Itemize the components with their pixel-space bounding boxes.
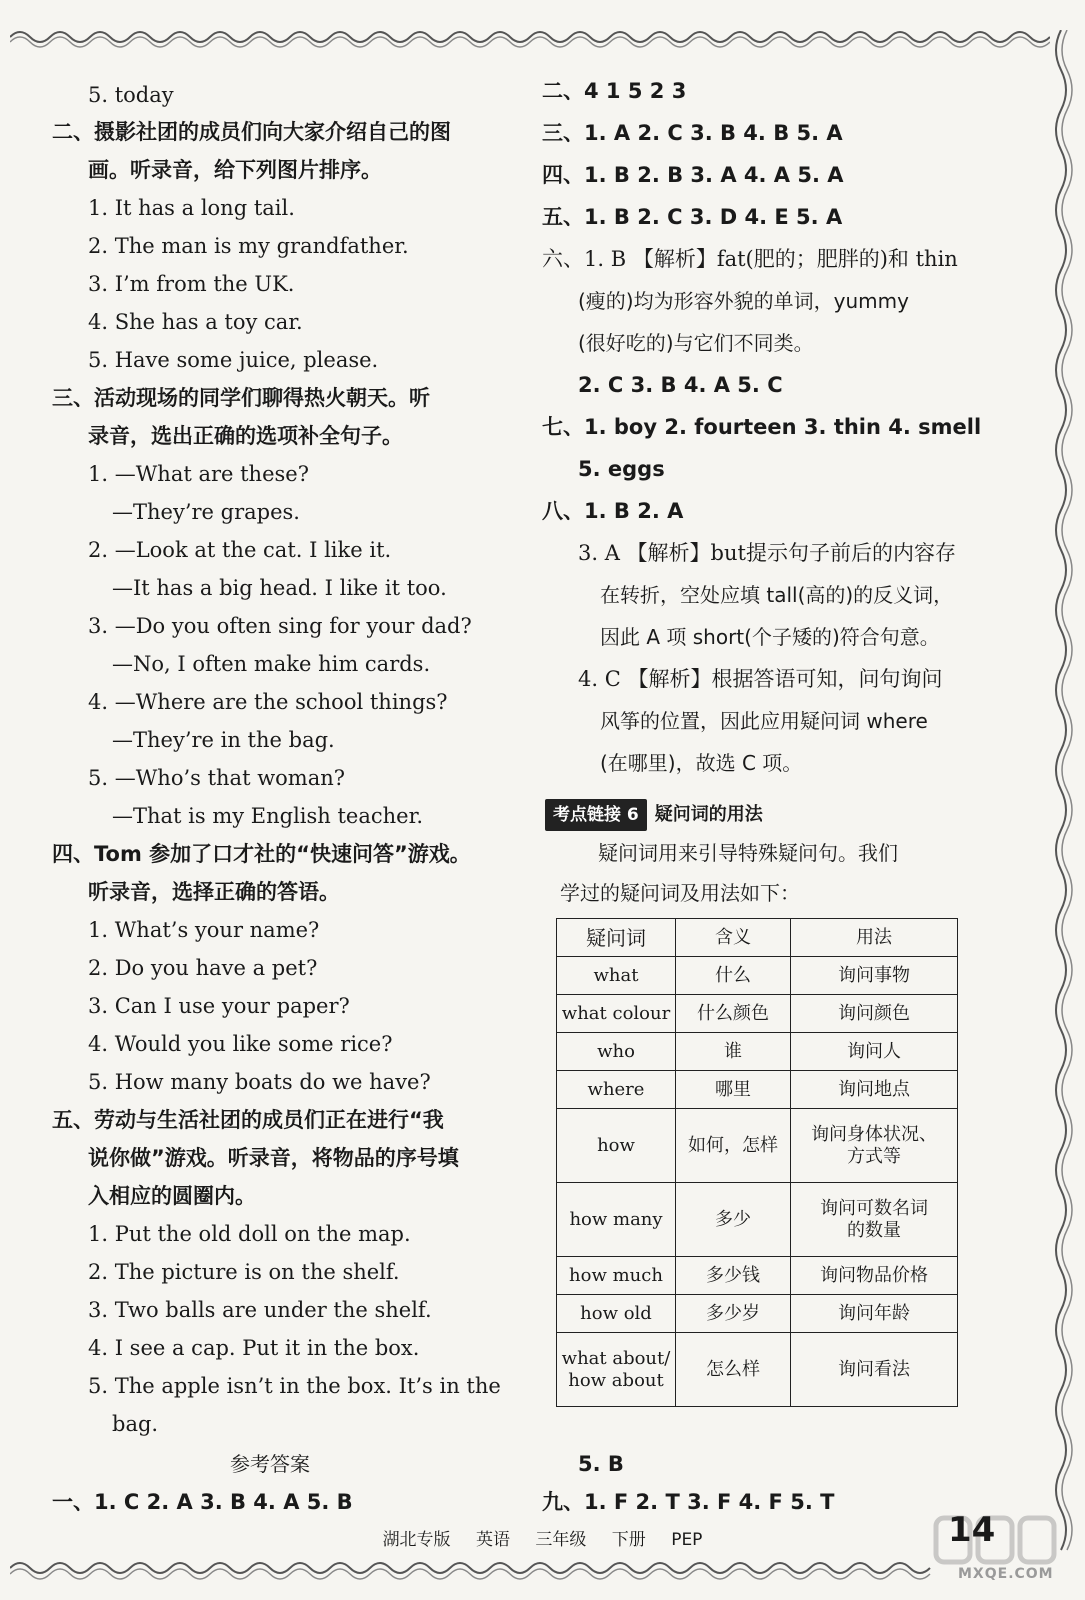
listening-item: 1. Put the old doll on the map.	[88, 1222, 411, 1246]
section-5-title-cont: 入相应的圆圈内。	[88, 1184, 256, 1208]
knowledge-link-text: 疑问词用来引导特殊疑问句。我们	[598, 841, 898, 865]
table-cell-line: 询问可数名词	[820, 1197, 928, 1219]
answer-explanation: 因此 A 项 short(个子矮的)符合句意。	[600, 625, 940, 649]
listening-item: 2. The picture is on the shelf.	[88, 1260, 400, 1284]
answer-explanation: (在哪里)，故选 C 项。	[600, 751, 803, 775]
table-cell: 哪里	[676, 1071, 791, 1109]
listening-item: 3. Two balls are under the shelf.	[88, 1298, 432, 1322]
table-cell	[791, 1183, 958, 1257]
listening-item: 5. Have some juice, please.	[88, 348, 379, 372]
section-5-title: 五、劳动与生活社团的成员们正在进行“我	[52, 1108, 444, 1132]
footer-subject: 英语	[475, 1530, 510, 1550]
table-cell: who	[557, 1033, 676, 1071]
page-footer	[0, 1525, 1085, 1550]
dialogue-line: —No, I often make him cards.	[112, 652, 431, 676]
table-row	[557, 1071, 958, 1109]
answer-line: 5. eggs	[578, 457, 665, 481]
knowledge-link-tag: 考点链接 6	[545, 799, 647, 831]
table-row	[557, 1295, 958, 1333]
answer-line: 一、1. C 2. A 3. B 4. A 5. B	[52, 1490, 353, 1514]
table-cell: 询问地点	[791, 1071, 958, 1109]
answer-explanation: 在转折，空处应填 tall(高的)的反义词，	[600, 583, 954, 607]
answer-line: 八、1. B 2. A	[542, 499, 684, 523]
answer-line: 九、1. F 2. T 3. F 4. F 5. T	[542, 1490, 835, 1514]
answer-explanation: 4. C 【解析】根据答语可知，问句询问	[578, 667, 943, 691]
answer-line: 5. B	[578, 1452, 624, 1476]
table-cell: 询问物品价格	[791, 1257, 958, 1295]
listening-item: 1. What’s your name?	[88, 918, 320, 942]
table-cell: 多少	[676, 1183, 791, 1257]
table-header-cell: 疑问词	[557, 919, 676, 957]
table-cell	[791, 1109, 958, 1183]
section-5-title-cont: 说你做”游戏。听录音，将物品的序号填	[88, 1146, 459, 1170]
footer-volume: 下册	[611, 1530, 646, 1550]
table-cell-line: 方式等	[847, 1145, 901, 1167]
section-2-title-cont: 画。听录音，给下列图片排序。	[88, 158, 382, 182]
dialogue-line: 4. —Where are the school things?	[88, 690, 448, 714]
table-cell: 如何，怎样	[676, 1109, 791, 1183]
table-row	[557, 1109, 958, 1183]
watermark-text: MXQE.COM	[958, 1566, 1054, 1582]
listening-item: 3. I’m from the UK.	[88, 272, 295, 296]
footer-publisher: PEP	[671, 1530, 703, 1550]
knowledge-link-text: 学过的疑问词及用法如下：	[560, 881, 800, 905]
section-4-title-cont: 听录音，选择正确的答语。	[88, 880, 340, 904]
table-cell: how	[557, 1109, 676, 1183]
listening-item: 5. How many boats do we have?	[88, 1070, 431, 1094]
answer-explanation: 六、1. B 【解析】fat(肥的；肥胖的)和 thin	[542, 247, 958, 271]
table-row	[557, 957, 958, 995]
table-cell: 询问年龄	[791, 1295, 958, 1333]
answer-explanation: (瘦的)均为形容外貌的单词，yummy	[578, 289, 909, 313]
answer-line: 三、1. A 2. C 3. B 4. B 5. A	[542, 121, 843, 145]
listening-item: 1. It has a long tail.	[88, 196, 295, 220]
answer-line: 五、1. B 2. C 3. D 4. E 5. A	[542, 205, 843, 229]
dialogue-line: 5. —Who’s that woman?	[88, 766, 346, 790]
table-row	[557, 995, 958, 1033]
table-cell: 询问事物	[791, 957, 958, 995]
table-row	[557, 1033, 958, 1071]
dialogue-line: 1. —What are these?	[88, 462, 309, 486]
table-row	[557, 1257, 958, 1295]
answer-line: 七、1. boy 2. fourteen 3. thin 4. smell	[542, 415, 982, 439]
listening-item: 4. Would you like some rice?	[88, 1032, 393, 1056]
dialogue-line: 3. —Do you often sing for your dad?	[88, 614, 472, 638]
table-cell: what colour	[557, 995, 676, 1033]
wavy-border-right	[1047, 30, 1081, 1570]
table-cell: 多少岁	[676, 1295, 791, 1333]
listening-item: 4. I see a cap. Put it in the box.	[88, 1336, 420, 1360]
dialogue-line: —That is my English teacher.	[112, 804, 424, 828]
table-cell: 询问看法	[791, 1333, 958, 1407]
section-3-title: 三、活动现场的同学们聊得热火朝天。听	[52, 386, 430, 410]
table-cell: how many	[557, 1183, 676, 1257]
answer-explanation: 3. A 【解析】but提示句子前后的内容存	[578, 541, 956, 565]
table-cell	[557, 1333, 676, 1407]
table-cell-line: 的数量	[847, 1219, 901, 1241]
table-cell: where	[557, 1071, 676, 1109]
answer-explanation: (很好吃的)与它们不同类。	[578, 331, 814, 355]
dialogue-line: —It has a big head. I like it too.	[112, 576, 447, 600]
knowledge-link-header	[545, 798, 763, 831]
listening-item: 2. The man is my grandfather.	[88, 234, 409, 258]
table-row	[557, 1183, 958, 1257]
table-header-row	[557, 919, 958, 957]
answer-line: 2. C 3. B 4. A 5. C	[578, 373, 783, 397]
footer-edition: 湖北专版	[382, 1530, 451, 1550]
table-cell: 多少钱	[676, 1257, 791, 1295]
answer-line: 二、4 1 5 2 3	[542, 79, 687, 103]
table-cell: 询问人	[791, 1033, 958, 1071]
dialogue-line: 2. —Look at the cat. I like it.	[88, 538, 392, 562]
wavy-border-top	[10, 24, 1050, 50]
listening-item: 2. Do you have a pet?	[88, 956, 318, 980]
table-cell: how much	[557, 1257, 676, 1295]
table-header-cell: 含义	[676, 919, 791, 957]
wavy-border-bottom	[10, 1558, 1050, 1584]
dialogue-line: —They’re grapes.	[112, 500, 300, 524]
listening-item: 5. The apple isn’t in the box. It’s in the	[88, 1374, 501, 1398]
answer-line: 四、1. B 2. B 3. A 4. A 5. A	[542, 163, 844, 187]
table-cell: 什么	[676, 957, 791, 995]
page-number: 14	[948, 1510, 996, 1550]
table-cell-line: how about	[568, 1369, 664, 1391]
table-row	[557, 1333, 958, 1407]
dialogue-line: —They’re in the bag.	[112, 728, 335, 752]
listening-item: 5. today	[88, 83, 174, 107]
section-2-title: 二、摄影社团的成员们向大家介绍自己的图	[52, 120, 451, 144]
answer-explanation: 风筝的位置，因此应用疑问词 where	[600, 709, 928, 733]
listening-item: 3. Can I use your paper?	[88, 994, 350, 1018]
listening-item: 4. She has a toy car.	[88, 310, 303, 334]
question-words-table	[556, 918, 958, 1407]
table-header-cell: 用法	[791, 919, 958, 957]
table-cell: 怎么样	[676, 1333, 791, 1407]
table-cell-line: what about/	[561, 1347, 671, 1369]
table-cell: 什么颜色	[676, 995, 791, 1033]
table-cell: what	[557, 957, 676, 995]
footer-grade: 三年级	[535, 1530, 587, 1550]
table-cell: how old	[557, 1295, 676, 1333]
table-cell: 询问颜色	[791, 995, 958, 1033]
section-3-title-cont: 录音，选出正确的选项补全句子。	[88, 424, 403, 448]
section-4-title: 四、Tom 参加了口才社的“快速问答”游戏。	[52, 842, 471, 866]
listening-item: bag.	[112, 1412, 159, 1436]
table-cell: 谁	[676, 1033, 791, 1071]
answer-key-heading: 参考答案	[230, 1452, 310, 1476]
table-cell-line: 询问身体状况、	[811, 1123, 937, 1145]
knowledge-link-title: 疑问词的用法	[654, 804, 763, 825]
